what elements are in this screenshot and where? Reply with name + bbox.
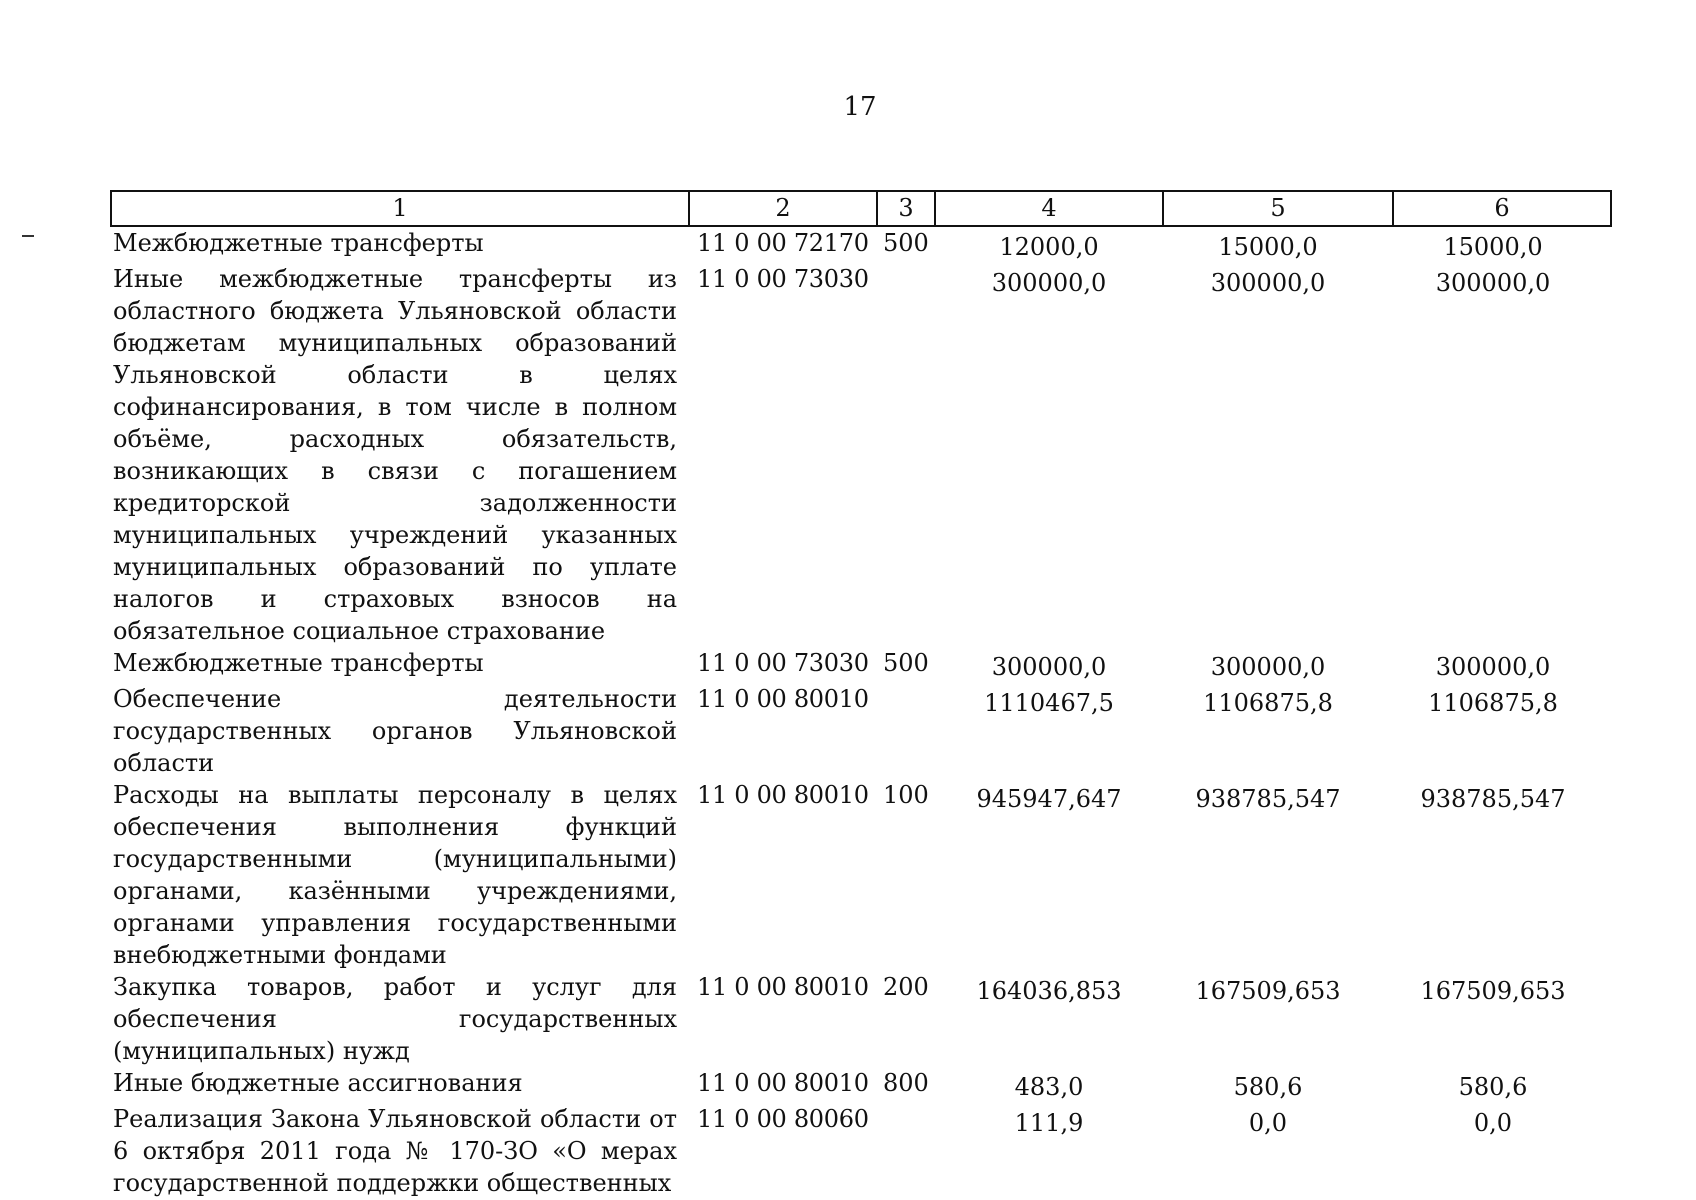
row-expense-type [877,683,935,779]
row-value-col4: 300000,0 [991,269,1107,297]
row-value-col5: 300000,0 [1210,269,1326,297]
header-col-5: 5 [1163,191,1393,226]
header-col-4: 4 [935,191,1163,226]
header-col-6: 6 [1393,191,1611,226]
row-name: Расходы на выплаты персоналу в целях обеспечения выполнения функций государственными (муниципальными) органами, казёнными учреждениями, органами управления государственными внебюджетными фондами [113,781,677,969]
row-value-col4: 12000,0 [999,233,1099,261]
row-name: Межбюджетные трансферты [113,649,484,677]
header-col-3: 3 [877,191,935,226]
row-expense-type: 500 [883,649,929,677]
row-target-code: 11 0 00 72170 [697,229,869,257]
table-row [111,683,1611,779]
row-value-col4: 111,9 [1014,1109,1084,1137]
row-expense-type: 800 [883,1069,929,1097]
row-value-col5: 580,6 [1233,1073,1303,1101]
budget-table [110,190,1612,1199]
row-target-code: 11 0 00 80060 [697,1105,869,1133]
row-name: Иные бюджетные ассигнования [113,1069,523,1097]
table-row [111,1067,1611,1103]
row-value-col6: 300000,0 [1435,653,1551,681]
row-value-col6: 300000,0 [1435,269,1551,297]
row-name: Межбюджетные трансферты [113,229,484,257]
row-value-col4: 164036,853 [976,977,1122,1005]
table-row [111,779,1611,971]
table-row [111,971,1611,1067]
row-value-col5: 300000,0 [1210,653,1326,681]
row-value-col5: 15000,0 [1218,233,1318,261]
table-header-row [111,191,1611,226]
row-value-col6: 1106875,8 [1428,689,1558,717]
row-name: Иные межбюджетные трансферты из областного бюджета Ульяновской области бюджетам муниципальных образований Ульяновской области в целях софинансирования, в том числе в полном объёме, расходных обязательств, возникающих в связи с погашением кредиторской задолженности муниципальных учреждений указанных муниципальных образований по уплате налогов и страховых взносов на обязательное социальное страхование [113,265,677,645]
row-value-col4: 945947,647 [976,785,1122,813]
row-value-col5: 1106875,8 [1203,689,1333,717]
table-row [111,1103,1611,1199]
row-value-col4: 300000,0 [991,653,1107,681]
row-value-col5: 938785,547 [1195,785,1341,813]
row-name: Обеспечение деятельности государственных органов Ульяновской области [113,685,677,777]
table-row [111,226,1611,263]
row-name: Реализация Закона Ульяновской области от 6 октября 2011 года № 170-ЗО «О мерах государственной поддержки общественных [113,1105,677,1197]
table-row [111,647,1611,683]
row-value-col6: 580,6 [1458,1073,1528,1101]
row-value-col4: 483,0 [1014,1073,1084,1101]
row-target-code: 11 0 00 73030 [697,649,869,677]
row-expense-type: 200 [883,973,929,1001]
row-target-code: 11 0 00 80010 [697,781,869,809]
row-target-code: 11 0 00 80010 [697,1069,869,1097]
row-value-col4: 1110467,5 [984,689,1114,717]
row-target-code: 11 0 00 73030 [697,265,869,293]
row-name: Закупка товаров, работ и услуг для обеспечения государственных (муниципальных) нужд [113,973,677,1065]
row-value-col5: 167509,653 [1195,977,1341,1005]
row-value-col6: 167509,653 [1420,977,1566,1005]
margin-mark [22,235,34,237]
header-col-1: 1 [111,191,689,226]
header-col-2: 2 [689,191,877,226]
row-target-code: 11 0 00 80010 [697,973,869,1001]
row-expense-type [877,1103,935,1199]
page-number: 17 [843,92,877,122]
row-value-col6: 938785,547 [1420,785,1566,813]
row-target-code: 11 0 00 80010 [697,685,869,713]
row-expense-type [877,263,935,647]
row-value-col5: 0,0 [1248,1109,1288,1137]
row-value-col6: 0,0 [1473,1109,1513,1137]
table-row [111,263,1611,647]
row-expense-type: 500 [883,229,929,257]
budget-table-container [110,190,1610,1199]
row-expense-type: 100 [883,781,929,809]
row-value-col6: 15000,0 [1443,233,1543,261]
